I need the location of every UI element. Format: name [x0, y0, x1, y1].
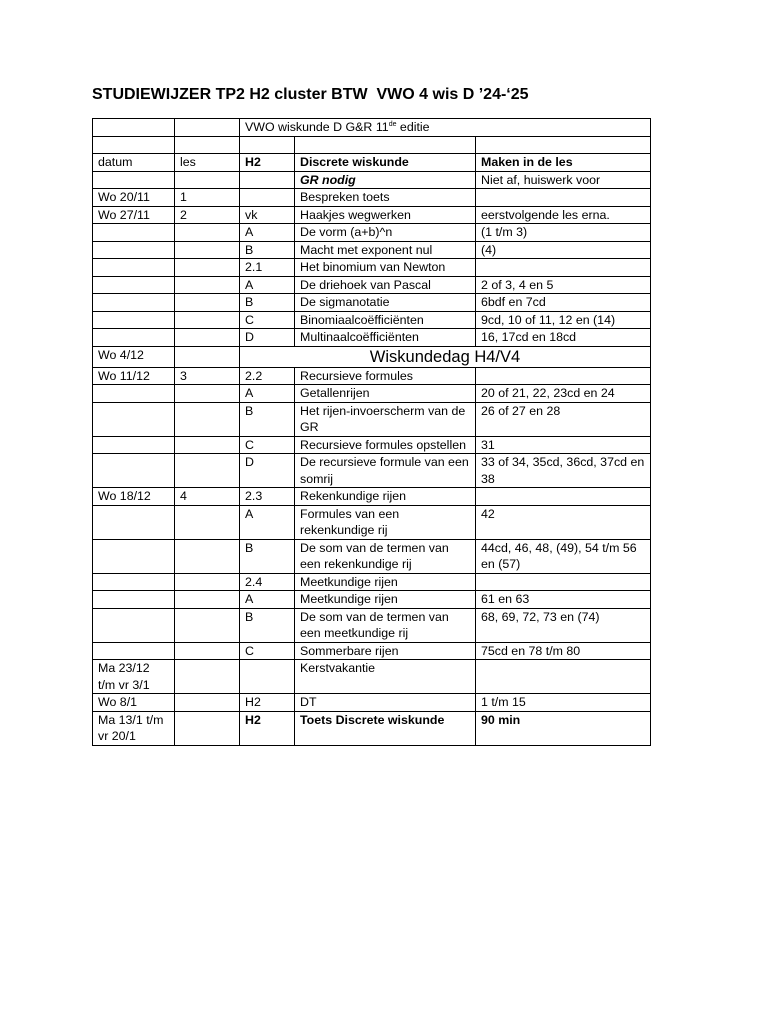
table-row: [93, 294, 651, 312]
cell-datum: [93, 136, 175, 154]
cell-h: 2.3: [240, 488, 295, 506]
cell-topic: Rekenkundige rijen: [295, 488, 476, 506]
cell-work: eerstvolgende les erna.: [476, 206, 651, 224]
cell-datum: [93, 539, 175, 573]
cell-work: 16, 17cd en 18cd: [476, 329, 651, 347]
event-title: Wiskundedag H4/V4: [240, 346, 651, 367]
cell-h: B: [240, 402, 295, 436]
cell-work: 26 of 27 en 28: [476, 402, 651, 436]
cell-topic: Multinaalcoëfficiënten: [295, 329, 476, 347]
cell-topic: Kerstvakantie: [295, 660, 476, 694]
cell-datum: [93, 591, 175, 609]
cell-les: [175, 539, 240, 573]
cell-h: C: [240, 436, 295, 454]
table-row: [93, 539, 651, 573]
cell-datum: [93, 171, 175, 189]
cell-les: [175, 454, 240, 488]
empty-row: [93, 136, 651, 154]
cell-topic: De recursieve formule van een somrij: [295, 454, 476, 488]
cell-h: C: [240, 642, 295, 660]
cell-h: B: [240, 294, 295, 312]
table-row: [93, 573, 651, 591]
table-row: [93, 402, 651, 436]
subtitle-row: [93, 119, 651, 137]
cell-les: [175, 402, 240, 436]
cell-topic: De sigmanotatie: [295, 294, 476, 312]
cell-datum: Wo 8/1: [93, 694, 175, 712]
cell-h: H2: [240, 694, 295, 712]
cell-work: [476, 660, 651, 694]
table-row: [93, 241, 651, 259]
cell-topic: Recursieve formules: [295, 367, 476, 385]
cell-les: [175, 294, 240, 312]
header-work: Maken in de les: [476, 154, 651, 172]
cell-work: [476, 259, 651, 277]
header-h: H2: [240, 154, 295, 172]
header-datum: datum: [93, 154, 175, 172]
cell-les: [175, 329, 240, 347]
cell-les: [175, 346, 240, 367]
cell-h: [240, 660, 295, 694]
cell-work: 31: [476, 436, 651, 454]
cell-h: 2.4: [240, 573, 295, 591]
subtitle-end: editie: [396, 120, 430, 134]
table-row: [93, 591, 651, 609]
cell-datum: [93, 119, 175, 137]
cell-les: [175, 385, 240, 403]
cell-datum: Wo 18/12: [93, 488, 175, 506]
study-guide-table: [92, 118, 651, 746]
cell-topic: Toets Discrete wiskunde: [295, 711, 476, 745]
table-row: [93, 488, 651, 506]
table-row: [93, 694, 651, 712]
cell-h: B: [240, 241, 295, 259]
cell-topic: Bespreken toets: [295, 189, 476, 207]
cell-les: [175, 276, 240, 294]
table-row: [93, 608, 651, 642]
cell-work: 20 of 21, 22, 23cd en 24: [476, 385, 651, 403]
table-row: [93, 189, 651, 207]
cell-topic: Getallenrijen: [295, 385, 476, 403]
cell-les: [175, 660, 240, 694]
cell-datum: [93, 505, 175, 539]
cell-les: [175, 311, 240, 329]
cell-topic: De som van de termen van een rekenkundige rij: [295, 539, 476, 573]
cell-work: (4): [476, 241, 651, 259]
cell-topic: De som van de termen van een meetkundige rij: [295, 608, 476, 642]
cell-datum: [93, 573, 175, 591]
cell-h: 2.1: [240, 259, 295, 277]
cell-topic: Het rijen-invoerscherm van de GR: [295, 402, 476, 436]
cell-datum: [93, 241, 175, 259]
gr-note: GR nodig: [295, 171, 476, 189]
cell-topic: Recursieve formules opstellen: [295, 436, 476, 454]
event-row: [93, 346, 651, 367]
cell-work: 33 of 34, 35cd, 36cd, 37cd en 38: [476, 454, 651, 488]
cell-topic: De vorm (a+b)^n: [295, 224, 476, 242]
cell-topic: Haakjes wegwerken: [295, 206, 476, 224]
cell-work: 9cd, 10 of 11, 12 en (14): [476, 311, 651, 329]
cell-les: [175, 171, 240, 189]
cell-les: [175, 224, 240, 242]
cell-h: A: [240, 385, 295, 403]
cell-h: C: [240, 311, 295, 329]
cell-work: 44cd, 46, 48, (49), 54 t/m 56 en (57): [476, 539, 651, 573]
cell-datum: [93, 329, 175, 347]
cell-datum: Wo 4/12: [93, 346, 175, 367]
cell-h: [240, 189, 295, 207]
cell-work: 61 en 63: [476, 591, 651, 609]
cell-les: [175, 608, 240, 642]
cell-topic: Het binomium van Newton: [295, 259, 476, 277]
cell-topic: Meetkundige rijen: [295, 591, 476, 609]
cell-h: A: [240, 505, 295, 539]
cell-datum: [93, 402, 175, 436]
cell-h: [240, 171, 295, 189]
cell-work: 68, 69, 72, 73 en (74): [476, 608, 651, 642]
cell-datum: [93, 294, 175, 312]
header-topic: Discrete wiskunde: [295, 154, 476, 172]
subtitle-text: VWO wiskunde D G&R 11: [245, 120, 389, 134]
cell-datum: [93, 385, 175, 403]
cell-datum: Wo 20/11: [93, 189, 175, 207]
cell-datum: Wo 11/12: [93, 367, 175, 385]
cell-topic: Sommerbare rijen: [295, 642, 476, 660]
cell-topic: Meetkundige rijen: [295, 573, 476, 591]
cell-les: [175, 642, 240, 660]
cell-topic: [295, 136, 476, 154]
cell-topic: Macht met exponent nul: [295, 241, 476, 259]
table-row: [93, 224, 651, 242]
cell-h: B: [240, 608, 295, 642]
subtitle-cell: [240, 119, 651, 137]
cell-h: A: [240, 224, 295, 242]
cell-les: [175, 436, 240, 454]
cell-datum: Ma 23/12 t/m vr 3/1: [93, 660, 175, 694]
cell-work: [476, 189, 651, 207]
table-row: [93, 642, 651, 660]
cell-datum: [93, 454, 175, 488]
cell-les: 1: [175, 189, 240, 207]
cell-les: 3: [175, 367, 240, 385]
test-row: [93, 711, 651, 745]
homework-note: Niet af, huiswerk voor: [476, 171, 651, 189]
cell-work: 6bdf en 7cd: [476, 294, 651, 312]
cell-h: vk: [240, 206, 295, 224]
header-row: [93, 154, 651, 172]
cell-work: [476, 573, 651, 591]
cell-work: [476, 488, 651, 506]
cell-work: 90 min: [476, 711, 651, 745]
cell-h: A: [240, 591, 295, 609]
cell-les: [175, 505, 240, 539]
cell-datum: [93, 436, 175, 454]
table-row: [93, 367, 651, 385]
cell-les: 2: [175, 206, 240, 224]
cell-les: [175, 241, 240, 259]
cell-h: D: [240, 329, 295, 347]
cell-datum: [93, 311, 175, 329]
cell-les: [175, 694, 240, 712]
table-row: [93, 259, 651, 277]
cell-datum: Ma 13/1 t/m vr 20/1: [93, 711, 175, 745]
cell-datum: [93, 608, 175, 642]
cell-les: [175, 591, 240, 609]
cell-work: [476, 367, 651, 385]
cell-work: 1 t/m 15: [476, 694, 651, 712]
table-row: [93, 206, 651, 224]
cell-les: [175, 259, 240, 277]
table-row: [93, 436, 651, 454]
cell-work: 42: [476, 505, 651, 539]
cell-work: 2 of 3, 4 en 5: [476, 276, 651, 294]
document-title: STUDIEWIJZER TP2 H2 cluster BTW VWO 4 wis D ’24-‘25: [92, 86, 529, 103]
cell-datum: [93, 224, 175, 242]
cell-topic: Binomiaalcoëfficiënten: [295, 311, 476, 329]
cell-les: 4: [175, 488, 240, 506]
cell-work: [476, 136, 651, 154]
table-row: [93, 276, 651, 294]
cell-h: D: [240, 454, 295, 488]
table-row: [93, 660, 651, 694]
cell-les: [175, 136, 240, 154]
table-row: [93, 505, 651, 539]
cell-h: 2.2: [240, 367, 295, 385]
gr-row: [93, 171, 651, 189]
cell-topic: DT: [295, 694, 476, 712]
cell-datum: [93, 276, 175, 294]
table-row: [93, 454, 651, 488]
cell-les: [175, 711, 240, 745]
cell-datum: [93, 642, 175, 660]
cell-h: B: [240, 539, 295, 573]
table-row: [93, 385, 651, 403]
cell-datum: [93, 259, 175, 277]
cell-les: [175, 119, 240, 137]
cell-les: [175, 573, 240, 591]
cell-h: H2: [240, 711, 295, 745]
table-row: [93, 311, 651, 329]
cell-h: [240, 136, 295, 154]
cell-work: (1 t/m 3): [476, 224, 651, 242]
cell-h: A: [240, 276, 295, 294]
cell-work: 75cd en 78 t/m 80: [476, 642, 651, 660]
cell-topic: Formules van een rekenkundige rij: [295, 505, 476, 539]
cell-datum: Wo 27/11: [93, 206, 175, 224]
cell-topic: De driehoek van Pascal: [295, 276, 476, 294]
subtitle-superscript: de: [388, 120, 397, 128]
table-row: [93, 329, 651, 347]
header-les: les: [175, 154, 240, 172]
